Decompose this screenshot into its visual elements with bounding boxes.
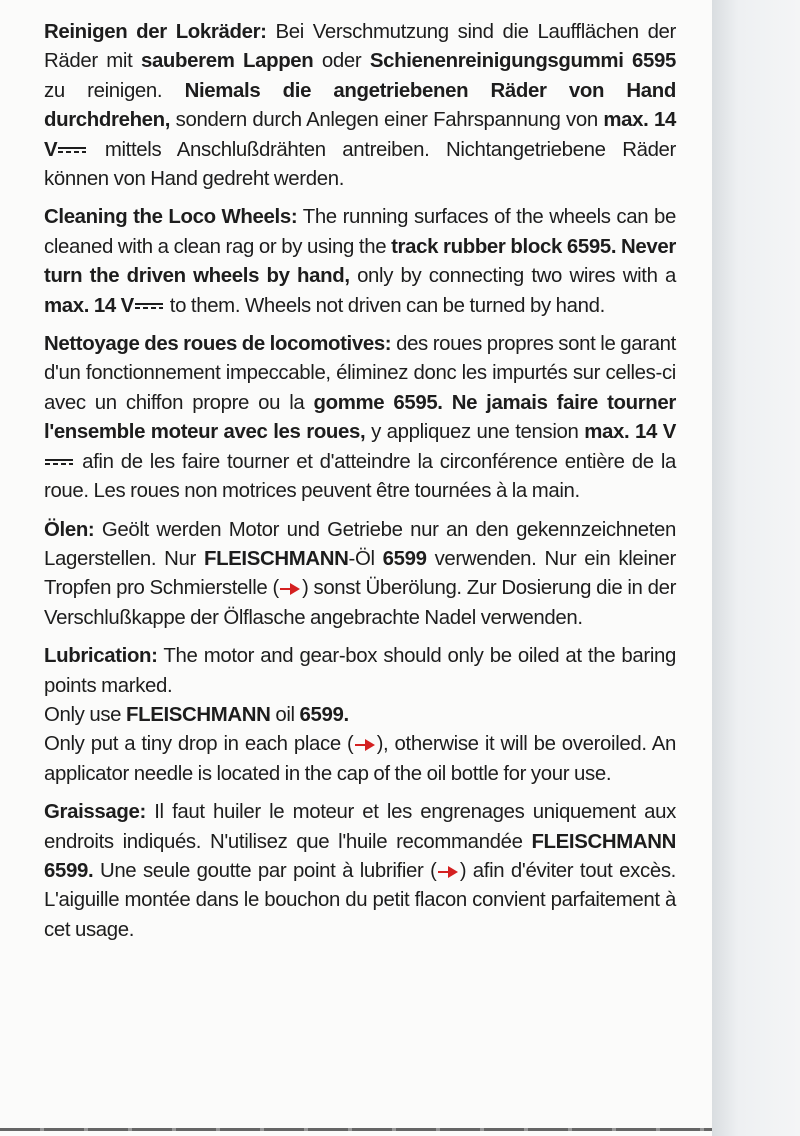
instructions-text	[44, 18, 676, 954]
scan-background	[712, 0, 800, 1136]
section-cleaning-fr: Nettoyage des roues de locomotives: des roues propres sont le garant d'un fonctionnement impeccable, éliminez donc les impurtés sur celles-ci avec un chiffon propre ou la gomme 6595. Ne jamais faire tourner l'ensemble moteur avec les roues, y appliquez une tension max. 14 V afin de les faire tourner et d'atteindre la circonférence entière de la roue. Les roues non motrices peuvent être tournées à la main.	[44, 333, 676, 503]
section-lubrication-en: Lubrication: The motor and gear-box should only be oiled at the baring points marked. Only use FLEISCHMANN oil 6599. Only put a tiny drop in each place ( ) , otherwise it will be overoiled. An applicator needle is located in the cap of the oil bottle for your use.	[44, 645, 676, 785]
dc-voltage-symbol-icon	[45, 457, 73, 467]
heading-cleaning-fr: Nettoyage des roues de locomotives:	[44, 333, 392, 356]
section-oiling-de: Ölen: Geölt werden Motor und Getriebe nur an den gekennzeichneten Lagerstellen. Nur FLEISCHMANN-Öl 6599 verwenden. Nur ein kleiner Tropfen pro Schmierstelle ( ) sonst Überölung. Zur Dosierung die in der Verschlußkappe der Ölflasche angebrachte Nadel verwenden.	[44, 518, 677, 629]
red-arrow-icon: ( )	[347, 732, 384, 755]
section-cleaning-en: Cleaning the Loco Wheels: The running surfaces of the wheels can be cleaned with a clean rag or by using the track rubber block 6595. Never turn the driven wheels by hand, only by connecting two wires with a max. 14 V to them. Wheels not driven can be turned by hand.	[44, 206, 676, 317]
dc-voltage-symbol-icon	[135, 301, 163, 311]
dc-voltage-symbol-icon	[58, 145, 86, 155]
heading-oiling-de: Ölen:	[44, 518, 95, 541]
section-cleaning-de: Reinigen der Lokräder: Bei Verschmutzung sind die Laufflächen der Räder mit sauberem Lappen oder Schienenreinigungsgummi 6595 zu reinigen. Niemals die angetriebenen Räder von Hand durchdrehen, sondern durch Anlegen einer Fahrspannung von max. 14 V mittels Anschlußdrähten antreiben. Nichtangetriebene Räder können von Hand gedreht werden.	[44, 21, 676, 191]
heading-lubrication-en: Lubrication:	[44, 645, 158, 668]
page-bottom-edge	[0, 1128, 712, 1131]
heading-graissage-fr: Graissage:	[44, 801, 146, 824]
heading-cleaning-en: Cleaning the Loco Wheels:	[44, 206, 298, 229]
heading-cleaning-de: Reinigen der Lokräder:	[44, 21, 267, 43]
red-arrow-icon: ( )	[272, 576, 309, 599]
section-graissage-fr: Graissage: Il faut huiler le moteur et les engrenages uniquement aux endroits indiqués. N'utilisez que l'huile recommandée FLEISCHMANN 6599. Une seule goutte par point à lubrifier ( ) afin d'éviter tout excès. L'aiguille montée dans le bouchon du petit flacon convient parfaitement à cet usage.	[44, 801, 676, 941]
red-arrow-icon: ( )	[430, 859, 467, 882]
